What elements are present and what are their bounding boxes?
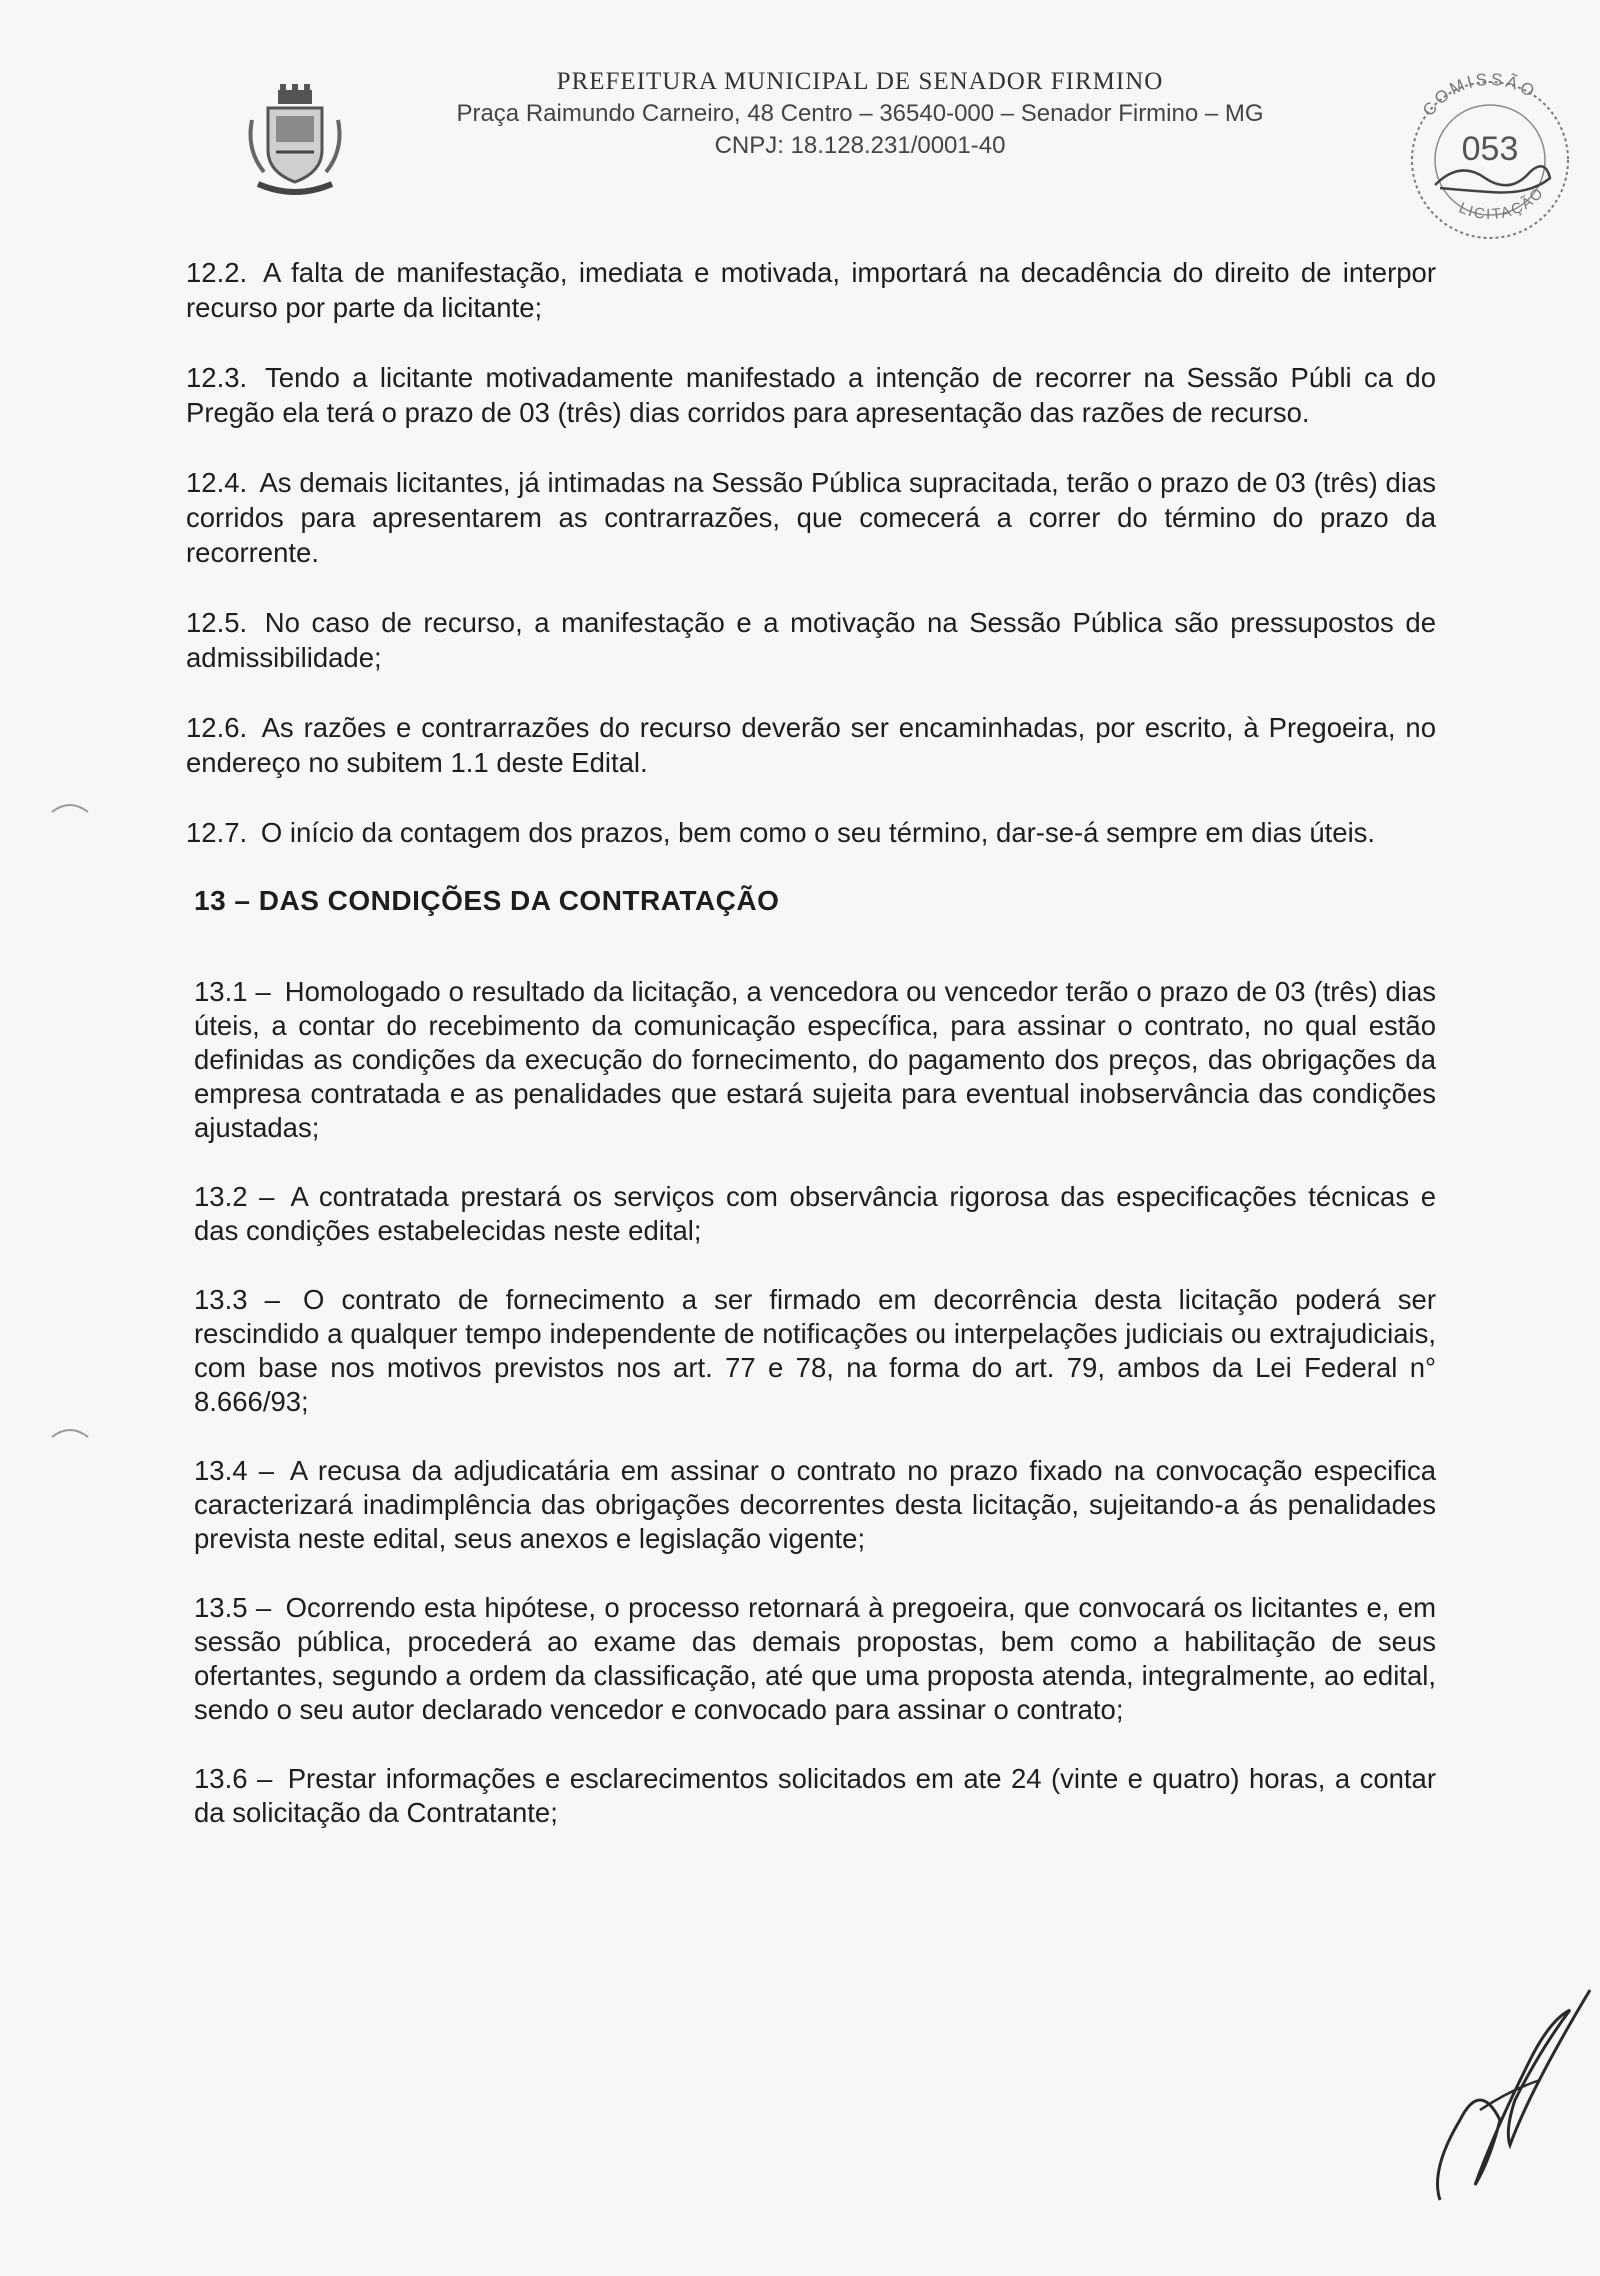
item-number: 12.3. [186, 362, 248, 393]
item-number: 12.2. [186, 257, 248, 288]
item-number: 13.4 – [194, 1455, 275, 1486]
letterhead-title: PREFEITURA MUNICIPAL DE SENADOR FIRMINO [556, 68, 1164, 95]
item-number: 12.5. [186, 607, 248, 638]
paragraph-13-6 [186, 1762, 1436, 1830]
paragraph-13-2 [186, 1180, 1436, 1248]
item-text: Ocorrendo esta hipótese, o processo retornará à pregoeira, que convocará os licitantes e, em sessão pública, procederá ao exame das demais propostas, bem como a habilitação de seus ofertantes, segundo a ordem da classificação, até que uma proposta atenda, integralmente, ao edital, sendo o seu autor declarado vencedor e convocado para assinar o contrato; [194, 1592, 1437, 1725]
item-number: 12.7. [186, 817, 248, 848]
item-text: Homologado o resultado da licitação, a vencedora ou vencedor terão o prazo de 03 (três) dias úteis, a contar do recebimento da comunicação específica, para assinar o contrato, no qual estão definidas as condições da execução do fornecimento, do pagamento dos preços, das obrigações da empresa contratada e as penalidades que estará sujeita para eventual inobservância das condições ajustadas; [194, 976, 1437, 1143]
letterhead-address: Praça Raimundo Carneiro, 48 Centro – 36540-000 – Senador Firmino – MG [456, 100, 1264, 127]
item-text: Prestar informações e esclarecimentos solicitados em ate 24 (vinte e quatro) horas, a contar da solicitação da Contratante; [194, 1763, 1436, 1828]
stamp-signature [1435, 166, 1550, 192]
paragraph-13-1 [186, 975, 1436, 1145]
item-number: 13.5 – [194, 1592, 272, 1623]
document-body [186, 255, 1436, 1865]
letterhead [360, 68, 1360, 160]
section-title: 13 – DAS CONDIÇÕES DA CONTRATAÇÃO [194, 885, 780, 916]
coat-of-arms-icon [240, 80, 350, 200]
paragraph-12-5 [186, 605, 1436, 675]
item-text: O contrato de fornecimento a ser firmado em decorrência desta licitação poderá ser rescindido a qualquer tempo independente de notificações ou interpelações judiciais ou extrajudiciais, com base nos motivos previstos nos art. 77 e 78, na forma do art. 79, ambos da Lei Federal n° 8.666/93; [194, 1284, 1436, 1417]
paragraph-13-5 [186, 1591, 1436, 1727]
item-text: Tendo a licitante motivadamente manifestado a intenção de recorrer na Sessão Públi ca do Pregão ela terá o prazo de 03 (três) dias corridos para apresentação das razões de recurso. [186, 362, 1436, 428]
paragraph-12-4 [186, 465, 1436, 570]
item-text: No caso de recurso, a manifestação e a motivação na Sessão Pública são pressupostos de admissibilidade; [186, 607, 1436, 673]
item-number: 13.1 – [194, 976, 271, 1007]
item-text: A contratada prestará os serviços com observância rigorosa das especificações técnicas e das condições estabelecidas neste edital; [194, 1181, 1436, 1246]
paragraph-12-7 [186, 815, 1436, 850]
stamp-bottom-text: LICITAÇÃO [1456, 183, 1548, 224]
paragraph-13-3 [186, 1283, 1436, 1419]
item-number: 13.6 – [194, 1763, 273, 1794]
margin-mark [50, 1425, 90, 1439]
stamp-top-text: COMISSÃO [1418, 69, 1541, 120]
item-number: 12.6. [186, 712, 248, 743]
item-text: O início da contagem dos prazos, bem como o seu término, dar-se-á sempre em dias úteis. [260, 817, 1376, 848]
paragraph-12-2 [186, 255, 1436, 325]
item-text: As demais licitantes, já intimadas na Sessão Pública supracitada, terão o prazo de 03 (três) dias corridos para apresentarem as contrarrazões, que comecerá a correr do término do prazo da recorrente. [186, 467, 1436, 568]
handwritten-initials [1420, 1970, 1600, 2210]
item-number: 13.3 – [194, 1284, 280, 1315]
item-text: As razões e contrarrazões do recurso deverão ser encaminhadas, por escrito, à Pregoeira, no endereço no subitem 1.1 deste Edital. [186, 712, 1437, 778]
margin-mark [50, 800, 90, 814]
paragraph-12-3 [186, 360, 1436, 430]
svg-text:COMISSÃO [1419, 70, 1540, 120]
stamp-page-number: 053 [1461, 130, 1519, 168]
item-number: 13.2 – [194, 1181, 275, 1212]
item-number: 12.4. [186, 467, 248, 498]
paragraph-13-4 [186, 1454, 1436, 1556]
item-text: A falta de manifestação, imediata e motivada, importará na decadência do direito de interpor recurso por parte da licitante; [186, 257, 1436, 323]
paragraph-12-6 [186, 710, 1436, 780]
commission-stamp [1390, 60, 1590, 240]
item-text: A recusa da adjudicatária em assinar o contrato no prazo fixado na convocação especifica caracterizará inadimplência das obrigações decorrentes desta licitação, sujeitando-a ás penalidades prevista neste edital, seus anexos e legislação vigente; [194, 1455, 1436, 1554]
letterhead-cnpj: CNPJ: 18.128.231/0001-40 [714, 132, 1006, 159]
